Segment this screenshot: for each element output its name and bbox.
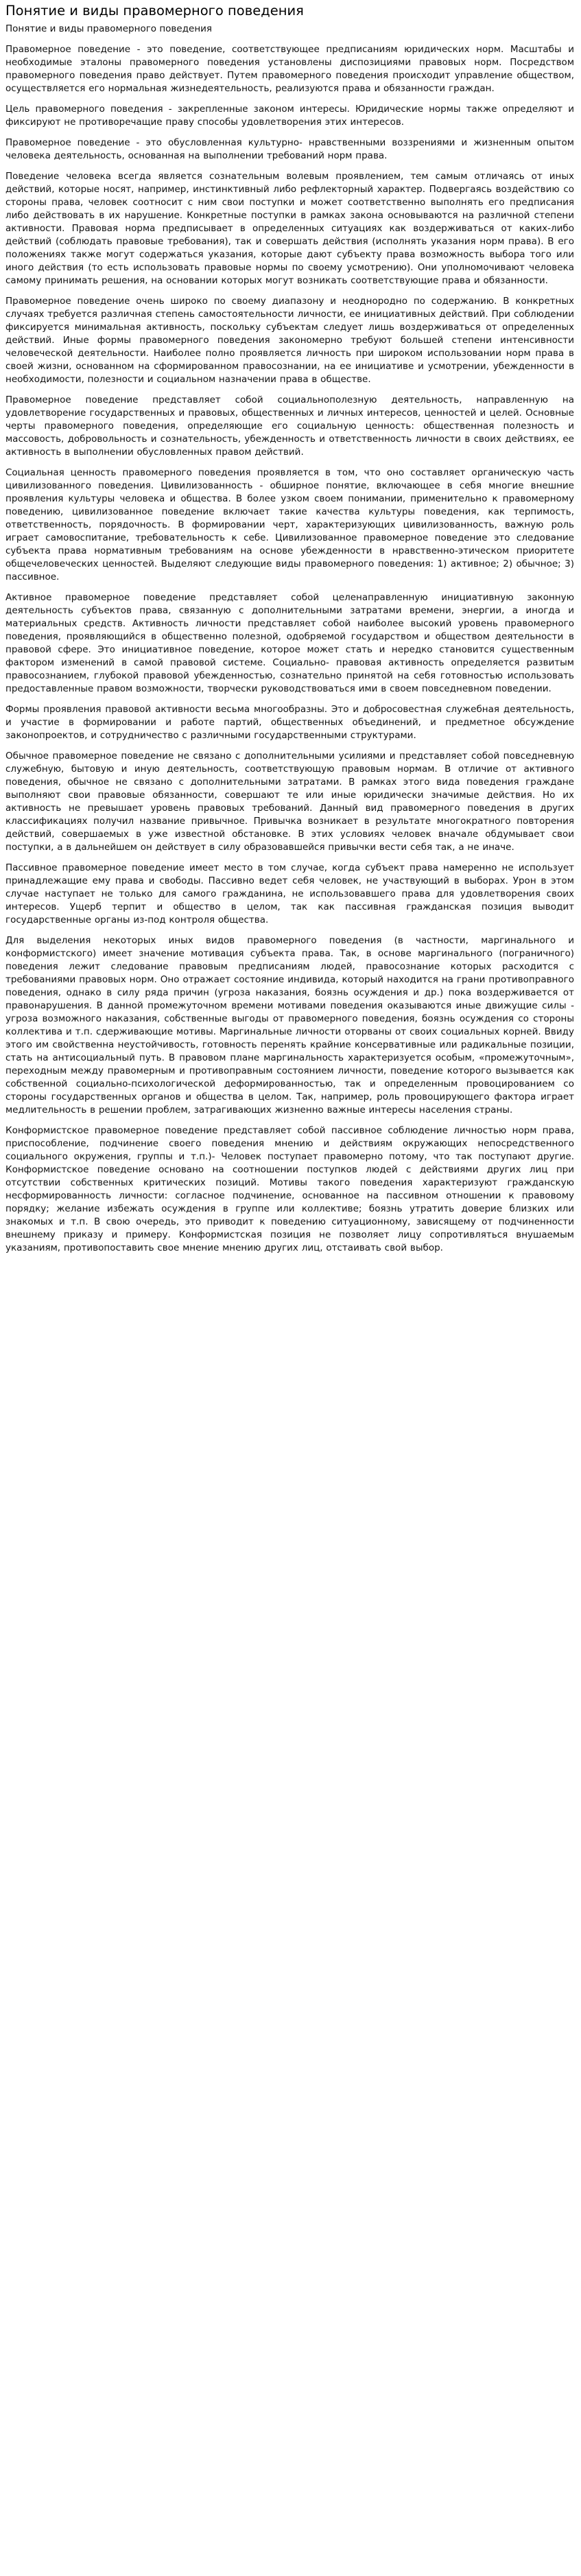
paragraph: Правомерное поведение - это обусловленная культурно- нравственными воззрениями и жизненным опытом человека деятельность, основанная на выполнении требований норм права. [5, 137, 574, 161]
paragraph: Социальная ценность правомерного поведения проявляется в том, что оно составляет органическую часть цивилизованного поведения. Цивилизованность - обширное понятие, включающее в себя многие внешние проявления культуры человека и общества. В более узком своем понимании, применительно к правомерному поведению, цивилизованное поведение включает такие качества культуры поведения, как терпимость, ответственность, порядочность. В формировании черт, характеризующих цивилизованность, важную роль играет самовоспитание, требовательность к себе. Цивилизованное правомерное поведение это следование субъекта права нормативным требованиям на основе убежденности в нравственно-этическом приоритете общечеловеческих ценностей. Выделяют следующие виды правомерного поведения: 1) активное; 2) обычное; 3) пассивное. [5, 467, 574, 582]
paragraph: Обычное правомерное поведение не связано с дополнительными усилиями и представляет собой повседневную служебную, бытовую и иную деятельность, соответствующую правовым нормам. В отличие от активного поведения, обычное не связано с дополнительными затратами. В рамках этого вида поведения граждане выполняют свои правовые обязанности, совершают те или иные юридически значимые действия. Но их активность не превышает уровень правовых требований. Данный вид правомерного поведения в других классификациях получил название привычное. Привычка возникает в результате многократного повторения действий, совершаемых в уже известной обстановке. В этих условиях человек вначале обдумывает свои поступки, а в дальнейшем он действует в силу образовавшейся привычки вести себя так, а не иначе. [5, 751, 574, 853]
document-body [5, 43, 574, 1255]
paragraph: Цель правомерного поведения - закрепленные законом интересы. Юридические нормы также определяют и фиксируют не противоречащие праву способы удовлетворения этих интересов. [5, 104, 574, 128]
paragraph: Правомерное поведение очень широко по своему диапазону и неоднородно по содержанию. В конкретных случаях требуется различная степень самостоятельности личности, ее инициативных действий. При соблюдении фиксируется минимальная активность, поскольку субъектам следует лишь воздерживаться от определенных действий. Иные формы правомерного поведения закономерно требуют большей степени интенсивности человеческой деятельности. Наиболее полно проявляется личность при широком использовании норм права в своей жизни, основанном на сформированном правосознании, на ее инициативе и усмотрении, убежденности в необходимости, полезности и социальном назначении права в обществе. [5, 296, 574, 385]
paragraph: Формы проявления правовой активности весьма многообразны. Это и добросовестная служебная деятельность, и участие в формировании и работе партий, общественных объединений, и предметное обсуждение законопроектов, и сотрудничество с различными государственными структурами. [5, 704, 574, 741]
paragraph: Правомерное поведение представляет собой социальнополезную деятельность, направленную на удовлетворение государственных и правовых, общественных и личных интересов, ценностей и целей. Основные черты правомерного поведения, определяющие его социальную ценность: общественная полезность и массовость, добровольность и сознательность, убежденность и ответственность личности в своих действиях, ее активность в выполнении обусловленных правом действий. [5, 394, 574, 458]
paragraph: Правомерное поведение - это поведение, соответствующее предписаниям юридических норм. Масштабы и необходимые эталоны правомерного поведения установлены диспозициями правовых норм. Посредством правомерного поведения право действует. Путем правомерного поведения происходит управление обществом, осуществляется его нормальная жизнедеятельность, реализуются права и обязанности граждан. [5, 44, 574, 94]
paragraph: Активное правомерное поведение представляет собой целенаправленную инициативную законную деятельность субъектов права, связанную с дополнительными затратами времени, энергии, а иногда и материальных средств. Активность личности представляет собой наиболее высокий уровень правомерного поведения, проявляющийся в общественно полезной, одобряемой государством и обществом деятельности в правовой сфере. Это инициативное поведение, которое может стать и нередко становится существенным фактором изменений в самой правовой системе. Социально- правовая активность определяется развитым правосознанием, глубокой правовой убежденностью, сознательно принятой на себя готовностью использовать предоставленные правом возможности, творчески руководствоваться ими в своем повседневном поведении. [5, 592, 574, 694]
paragraph: Для выделения некоторых иных видов правомерного поведения (в частности, маргинального и конформистского) имеет значение мотивация субъекта права. Так, в основе маргинального (пограничного) поведения лежит следование правовым предписаниям людей, правосознание которых расходится с требованиями правовых норм. Оно отражает состояние индивида, который находится на грани противоправного поведения, однако в силу ряда причин (угроза наказания, боязнь осуждения и др.) пока воздерживается от правонарушения. В данной промежуточном времени мотивами поведения оказываются иные движущие силы - угроза возможного наказания, собственные выгоды от правомерного поведения, боязнь осуждения со стороны коллектива и т.п. сдерживающие мотивы. Маргинальные личности оторваны от своих социальных корней. Ввиду этого им свойственна неустойчивость, готовность перенять крайние консервативные или радикальные позиции, стать на антисоциальный путь. В правовом плане маргинальность характеризуется особым, «промежуточным», переходным между правомерным и противоправным состоянием личности, поведение которого вызывается как собственной социально-психологической деформированностью, так и определенным провоцированием со стороны государственных органов и общества в целом. Так, например, роль провоцирующего фактора играет медлительность в решении проблем, затрагивающих жизненно важные интересы населения страны. [5, 935, 574, 1115]
paragraph: Пассивное правомерное поведение имеет место в том случае, когда субъект права намеренно не использует принадлежащие ему права и свободы. Пассивно ведет себя человек, не участвующий в выборах. Урон в этом случае наступает не только для самого гражданина, не использовавшего права для удовлетворения своих интересов. Ущерб терпит и общество в целом, так как пассивная гражданская позиция выводит государственные органы из-под контроля общества. [5, 862, 574, 925]
page-title: Понятие и виды правомерного поведения [5, 3, 304, 19]
document-page [0, 0, 581, 1266]
paragraph: Конформистское правомерное поведение представляет собой пассивное соблюдение личностью норм права, приспособление, подчинение своего поведения мнению и действиям окружающих непосредственного социального окружения, группы и т.п.)- Человек поступает правомерно потому, что так поступают другие. Конформистское поведение основано на соотношении поступков людей с действиями других лиц при отсутствии собственных критических позиций. Мотивы такого поведения характеризуют гражданскую несформированность личности: согласное подчинение, основанное на пассивном отношении к правовому порядку; желание избежать осуждения в группе или коллективе; боязнь утратить доверие близких или знакомых и т.п. В свою очередь, это приводит к поведению ситуационному, зависящему от подчиненности внешнему приказу и примеру. Конформистская позиция не позволяет лицу сопротивляться внушаемым указаниям, противопоставить свое мнение мнению других лиц, отстаивать свой выбор. [5, 1125, 574, 1253]
paragraph: Поведение человека всегда является сознательным волевым проявлением, тем самым отличаясь от иных действий, которые носят, например, инстинктивный либо рефлекторный характер. Подвергаясь воздействию со стороны права, человек соотносит с ним свои поступки и может соответственно выполнять его предписания либо действовать в их нарушение. Конкретные поступки в рамках закона основываются на различной степени активности. Правовая норма предписывает в определенных ситуациях как воздерживаться от каких-либо действий (соблюдать правовые требования), так и совершать действия (исполнять указания норм права). В его положениях также могут содержаться указания, которые дают субъекту права возможность выбора того или иного действия (то есть использовать правовые нормы по своему усмотрению). Они уполномочивают человека самому принимать решения, на основании которых могут возникать соответствующие права и обязанности. [5, 171, 574, 286]
page-subtitle: Понятие и виды правомерного поведения [5, 23, 213, 34]
